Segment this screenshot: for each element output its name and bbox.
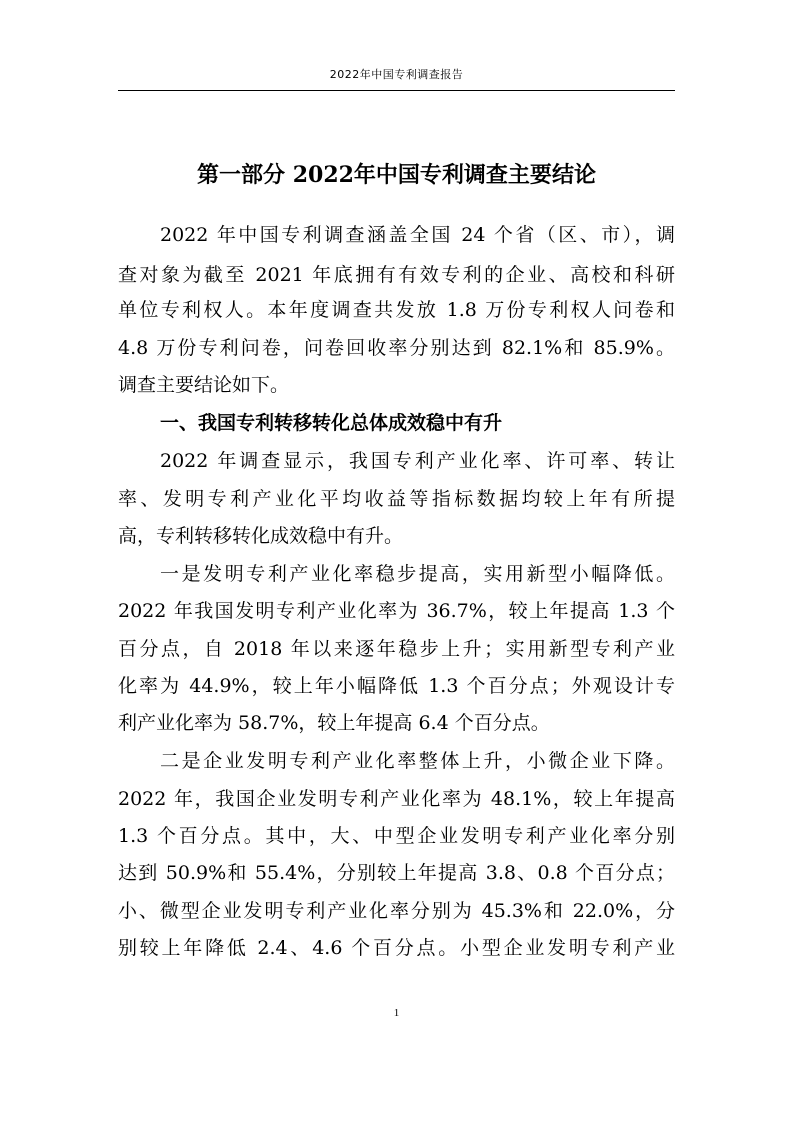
page-number: 1 xyxy=(393,1007,400,1019)
running-header-title: 2022年中国专利调查报告 xyxy=(329,68,464,81)
paragraph-line: 高，专利转移转化成效稳中有升。 xyxy=(118,525,404,547)
paragraph-line: 2022 年，我国企业发明专利产业化率为 48.1%，较上年提高 xyxy=(118,788,675,810)
intro-line: 4.8 万份专利问卷，问卷回收率分别达到 82.1%和 85.9%。 xyxy=(118,337,675,359)
intro-line: 单位专利权人。本年度调查共发放 1.8 万份专利权人问卷和 xyxy=(118,299,675,321)
paragraph-line: 二是企业发明专利产业化率整体上升，小微企业下降。 xyxy=(160,750,675,772)
section-title: 第一部分 2022年中国专利调查主要结论 xyxy=(197,162,596,188)
paragraph-line: 化率为 44.9%，较上年小幅降低 1.3 个百分点；外观设计专 xyxy=(118,675,675,697)
paragraph-line: 百分点，自 2018 年以来逐年稳步上升；实用新型专利产业 xyxy=(118,638,675,660)
header-divider xyxy=(118,90,675,91)
intro-line: 查对象为截至 2021 年底拥有有效专利的企业、高校和科研 xyxy=(118,264,675,286)
paragraph-line: 1.3 个百分点。其中，大、中型企业发明专利产业化率分别 xyxy=(118,825,675,847)
paragraph-line: 小、微型企业发明专利产业化率分别为 45.3%和 22.0%，分 xyxy=(118,900,675,922)
subsection-heading: 一、我国专利转移转化总体成效稳中有升 xyxy=(160,412,503,434)
paragraph-line: 2022 年调查显示，我国专利产业化率、许可率、转让 xyxy=(160,450,675,472)
intro-line: 调查主要结论如下。 xyxy=(118,374,290,396)
paragraph-line: 率、发明专利产业化平均收益等指标数据均较上年有所提 xyxy=(118,488,675,510)
intro-line: 2022 年中国专利调查涵盖全国 24 个省（区、市），调 xyxy=(160,224,675,246)
paragraph-line: 达到 50.9%和 55.4%，分别较上年提高 3.8、0.8 个百分点； xyxy=(118,862,675,884)
paragraph-line: 一是发明专利产业化率稳步提高，实用新型小幅降低。 xyxy=(160,563,675,585)
paragraph-line: 2022 年我国发明专利产业化率为 36.7%，较上年提高 1.3 个 xyxy=(118,600,675,622)
paragraph-line: 利产业化率为 58.7%，较上年提高 6.4 个百分点。 xyxy=(118,712,550,734)
paragraph-line: 别较上年降低 2.4、4.6 个百分点。小型企业发明专利产业 xyxy=(118,937,675,959)
